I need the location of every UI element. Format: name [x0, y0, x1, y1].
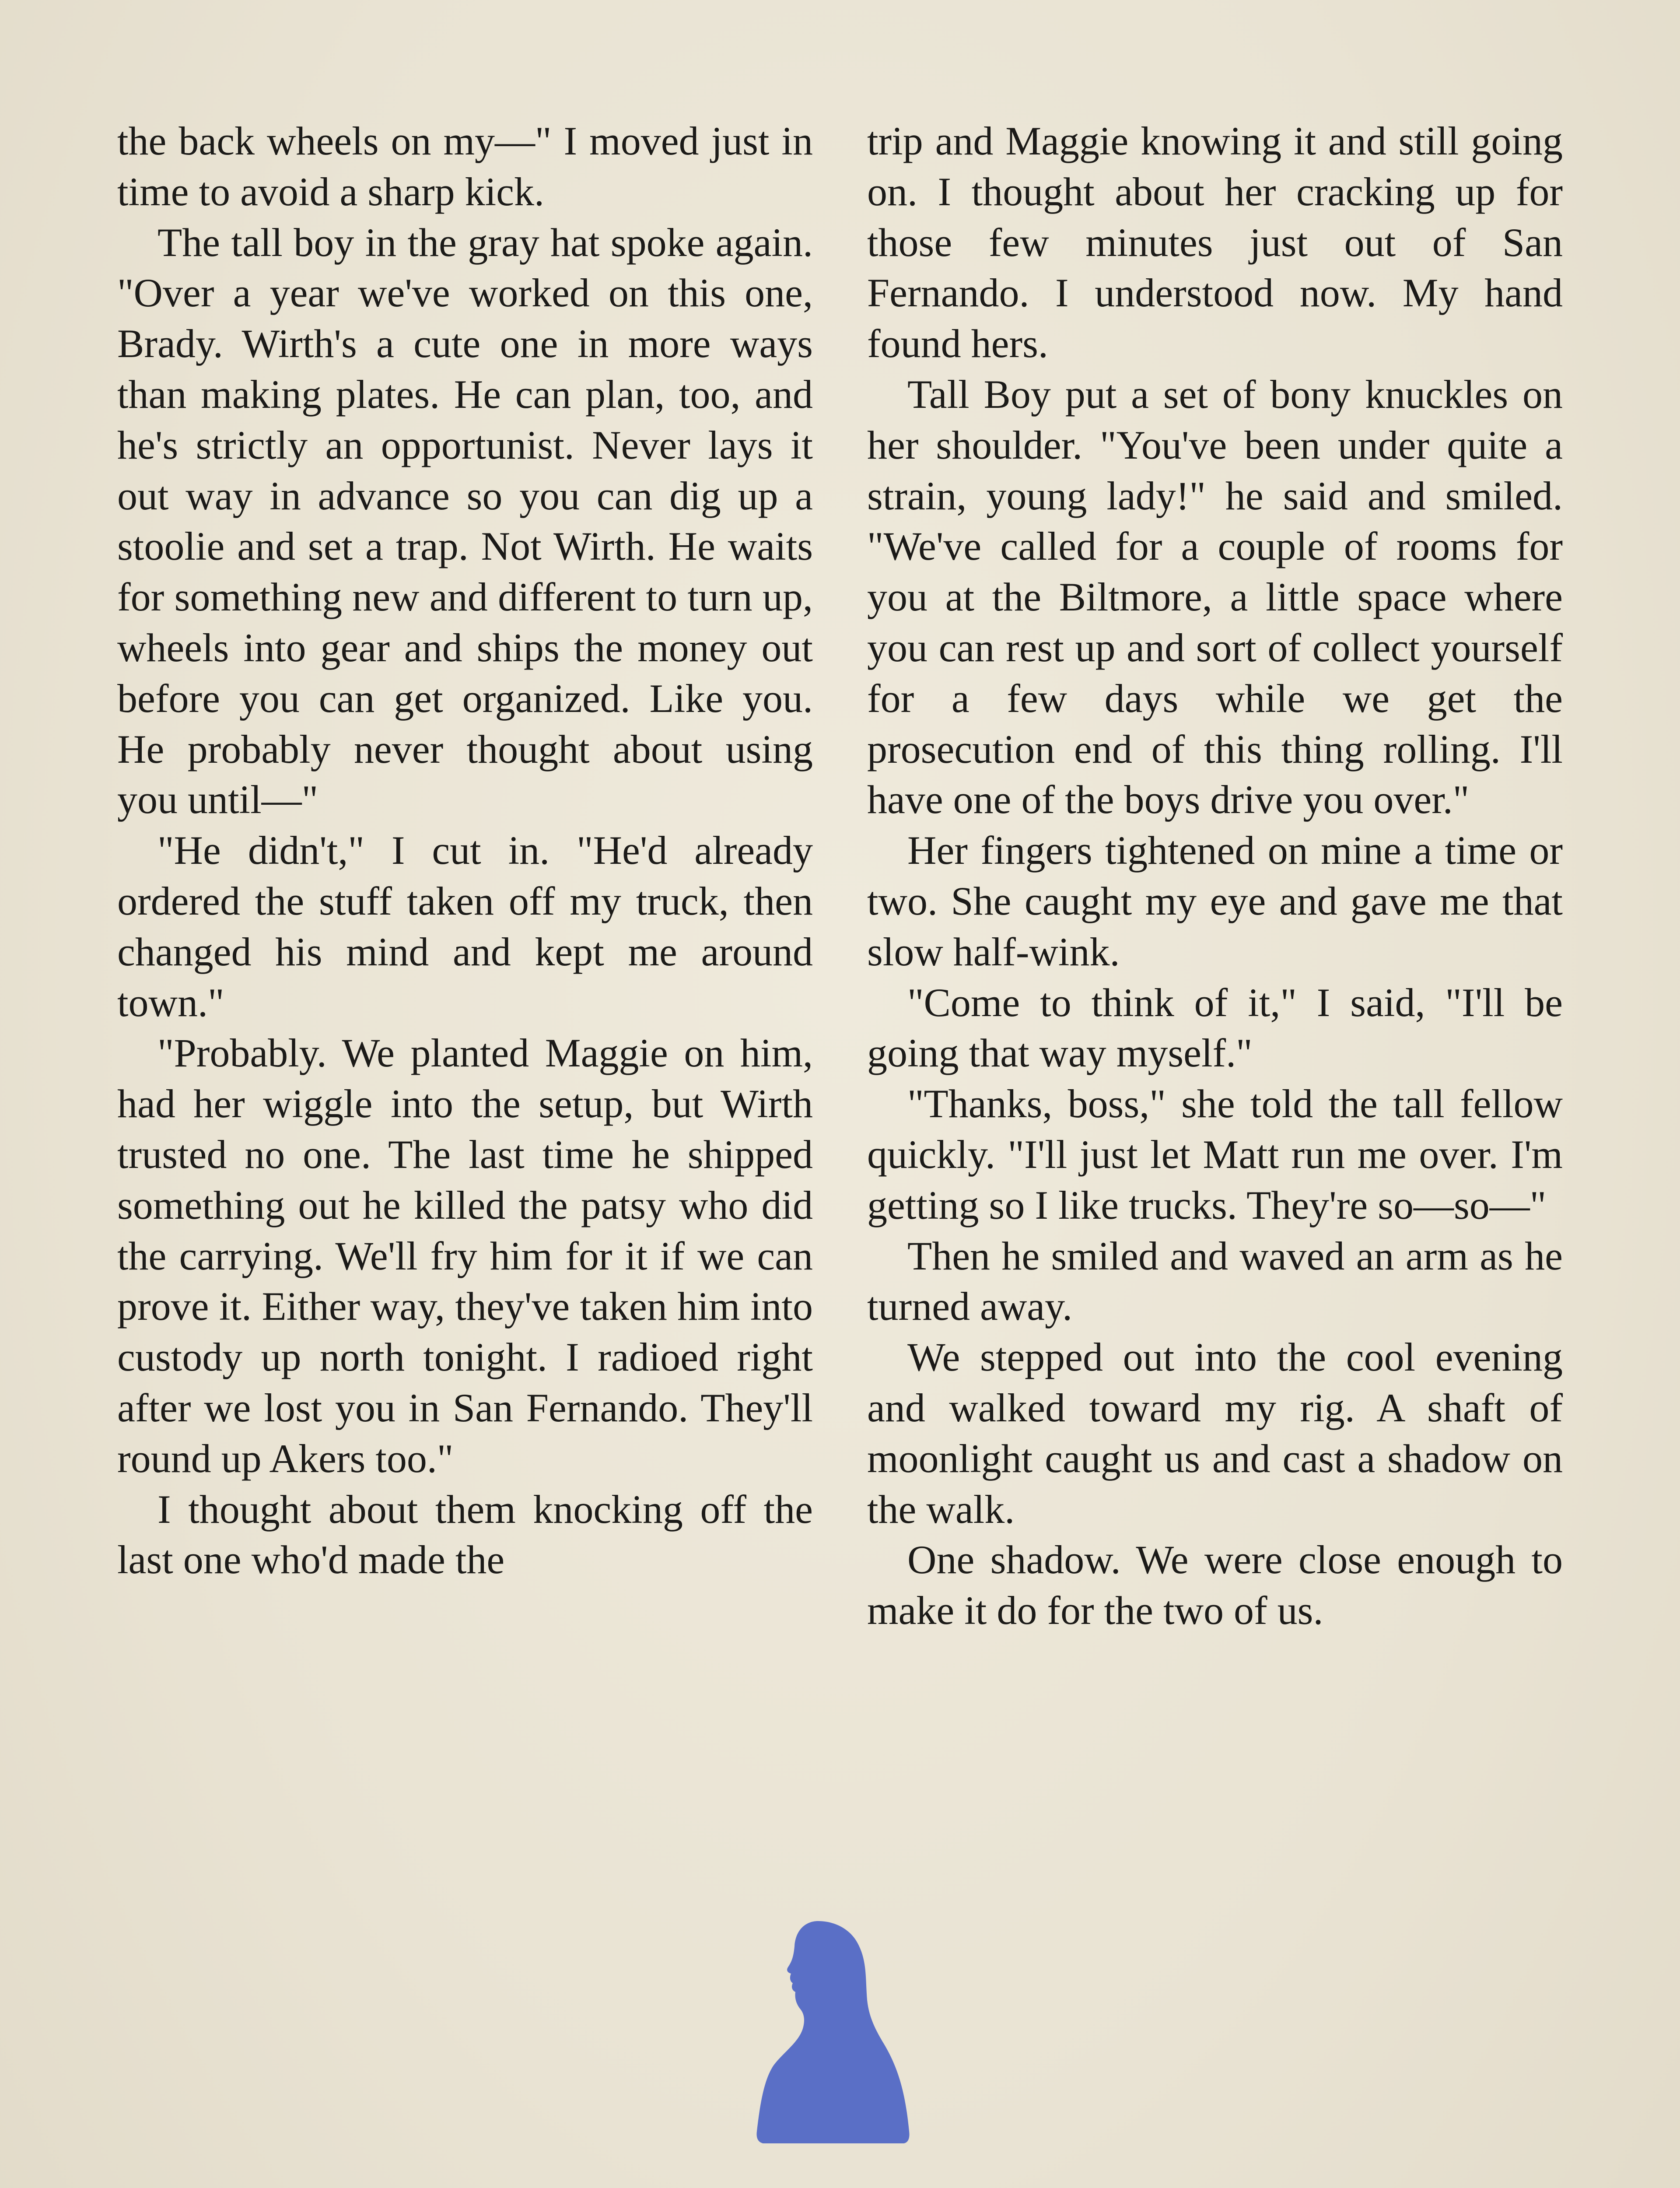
paragraph: "Probably. We planted Maggie on him, had her wiggle into the setup, but Wirth trusted no one. The last time he shipped something out he killed the patsy who did the carrying. We'll fry him for it if we can prove it. Either way, they've taken him into custody up north tonight. I radioed right after we lost you in San Fernando. They'll round up Akers too.": [117, 1031, 813, 1481]
paragraph: "Come to think of it," I said, "I'll be going that way myself.": [867, 980, 1563, 1076]
paragraph: Her fingers tightened on mine a time or two. She caught my eye and gave me that slow half-wink.: [867, 828, 1563, 974]
hitchcock-profile-silhouette-icon: [752, 1912, 910, 2144]
right-column: [867, 116, 1563, 1636]
paragraph: The tall boy in the gray hat spoke again. "Over a year we've worked on this one, Brady. Wirth's a cute one in more ways than making plates. He can plan, too, and he's strictly an opportunist. Never lays it out way in advance so you can dig up a stoolie and set a trap. Not Wirth. He waits for something new and different to turn up, wheels into gear and ships the money out before you can get organized. Like you. He probably never thought about using you until—": [117, 220, 813, 822]
paragraph: We stepped out into the cool evening and walked toward my rig. A shaft of moonlight caught us and cast a shadow on the walk.: [867, 1335, 1563, 1532]
paragraph: I thought about them knocking off the last one who'd made the: [117, 1487, 813, 1582]
paragraph: Tall Boy put a set of bony knuckles on her shoulder. "You've been under quite a strain, young lady!" he said and smiled. "We've called for a couple of rooms for you at the Biltmore, a little space where you can rest up and sort of collect yourself for a few days while we get the prosecution end of this thing rolling. I'll have one of the boys drive you over.": [867, 372, 1563, 822]
paragraph: One shadow. We were close enough to make it do for the two of us.: [867, 1537, 1563, 1633]
paragraph: Then he smiled and waved an arm as he turned away.: [867, 1233, 1563, 1329]
left-column: [117, 116, 813, 1585]
paragraph: "He didn't," I cut in. "He'd already ordered the stuff taken off my truck, then changed his mind and kept me around town.": [117, 828, 813, 1025]
paragraph: trip and Maggie knowing it and still going on. I thought about her cracking up for those few minutes just out of San Fernando. I understood now. My hand found hers.: [867, 119, 1563, 366]
paragraph: "Thanks, boss," she told the tall fellow quickly. "I'll just let Matt run me over. I'm getting so I like trucks. They're so—so—": [867, 1081, 1563, 1227]
paragraph: the back wheels on my—" I moved just in time to avoid a sharp kick.: [117, 119, 813, 214]
